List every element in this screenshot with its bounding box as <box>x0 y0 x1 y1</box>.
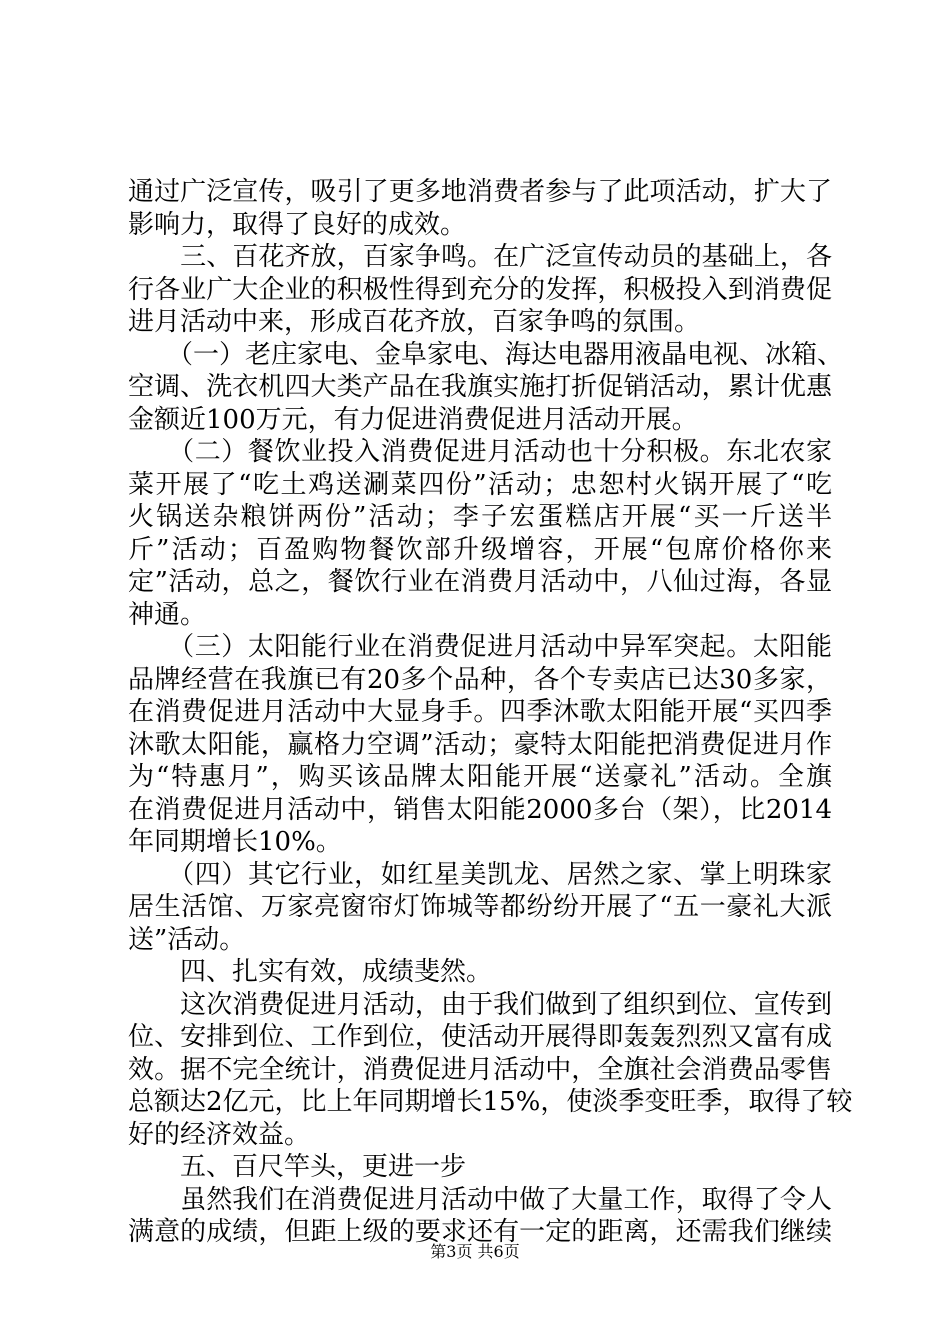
text-line: 这次消费促进月活动，由于我们做到了组织到位、宣传到 <box>128 989 832 1020</box>
text-line: 金额近100万元，有力促进消费促进月活动开展。 <box>128 404 698 435</box>
text-line: 影响力，取得了良好的成效。 <box>128 209 467 240</box>
text-line: 三、百花齐放，百家争鸣。在广泛宣传动员的基础上，各 <box>128 242 832 272</box>
text-line: 火锅送杂粮饼两份”活动；李子宏蛋糕店开展“买一斤送半 <box>128 502 832 532</box>
text-line: 品牌经营在我旗已有20多个品种，各个专卖店已达30多家， <box>128 664 832 695</box>
text-line: 满意的成绩，但距上级的要求还有一定的距离，还需我们继续 <box>128 1217 832 1247</box>
text-line: 空调、洗衣机四大类产品在我旗实施打折促销活动，累计优惠 <box>128 372 832 402</box>
text-line: 居生活馆、万家亮窗帘灯饰城等都纷纷开展了“五一豪礼大派 <box>128 892 832 922</box>
text-line: 进月活动中来，形成百花齐放，百家争鸣的氛围。 <box>128 307 701 337</box>
page-number-footer: 第3页 共6页 <box>430 1242 520 1261</box>
text-line: 在消费促进月活动中大显身手。四季沐歌太阳能开展“买四季 <box>128 697 832 727</box>
text-line: 神通。 <box>128 599 207 630</box>
text-line: 沐歌太阳能，赢格力空调”活动；豪特太阳能把消费促进月作 <box>128 729 832 760</box>
section-heading: 五、百尺竿头，更进一步 <box>128 1152 467 1182</box>
document-body <box>128 176 853 1249</box>
text-line: 菜开展了“吃土鸡送涮菜四份”活动；忠恕村火锅开展了“吃 <box>128 469 832 500</box>
text-line: 斤”活动；百盈购物餐饮部升级增容，开展“包席价格你来 <box>128 534 832 565</box>
text-line: 行各业广大企业的积极性得到充分的发挥，积极投入到消费促 <box>128 274 832 305</box>
text-line: （一）老庄家电、金阜家电、海达电器用液晶电视、冰箱、 <box>128 339 844 370</box>
text-line: 效。据不完全统计，消费促进月活动中，全旗社会消费品零售 <box>128 1054 832 1085</box>
text-line: 好的经济效益。 <box>128 1119 311 1150</box>
text-line: （二）餐饮业投入消费促进月活动也十分积极。东北农家 <box>128 437 832 467</box>
text-line: 总额达2亿元，比上年同期增长15%，使淡季变旺季，取得了较 <box>128 1087 853 1117</box>
text-line: （四）其它行业，如红星美凯龙、居然之家、掌上明珠家 <box>128 859 832 890</box>
text-line: 在消费促进月活动中，销售太阳能2000多台（架），比2014 <box>128 794 832 825</box>
text-line: 年同期增长10%。 <box>128 827 342 857</box>
section-heading: 四、扎实有效，成绩斐然。 <box>128 957 493 987</box>
text-line: （三）太阳能行业在消费促进月活动中异军突起。太阳能 <box>128 632 832 662</box>
text-line: 通过广泛宣传，吸引了更多地消费者参与了此项活动，扩大了 <box>128 177 832 207</box>
text-line: 为“特惠月”，购买该品牌太阳能开展“送豪礼”活动。全旗 <box>128 762 832 792</box>
text-line: 虽然我们在消费促进月活动中做了大量工作，取得了令人 <box>128 1184 832 1215</box>
text-line: 定”活动，总之，餐饮行业在消费月活动中，八仙过海，各显 <box>128 567 832 597</box>
text-line: 送”活动。 <box>128 924 246 955</box>
text-line: 位、安排到位、工作到位，使活动开展得即轰轰烈烈又富有成 <box>128 1022 832 1052</box>
